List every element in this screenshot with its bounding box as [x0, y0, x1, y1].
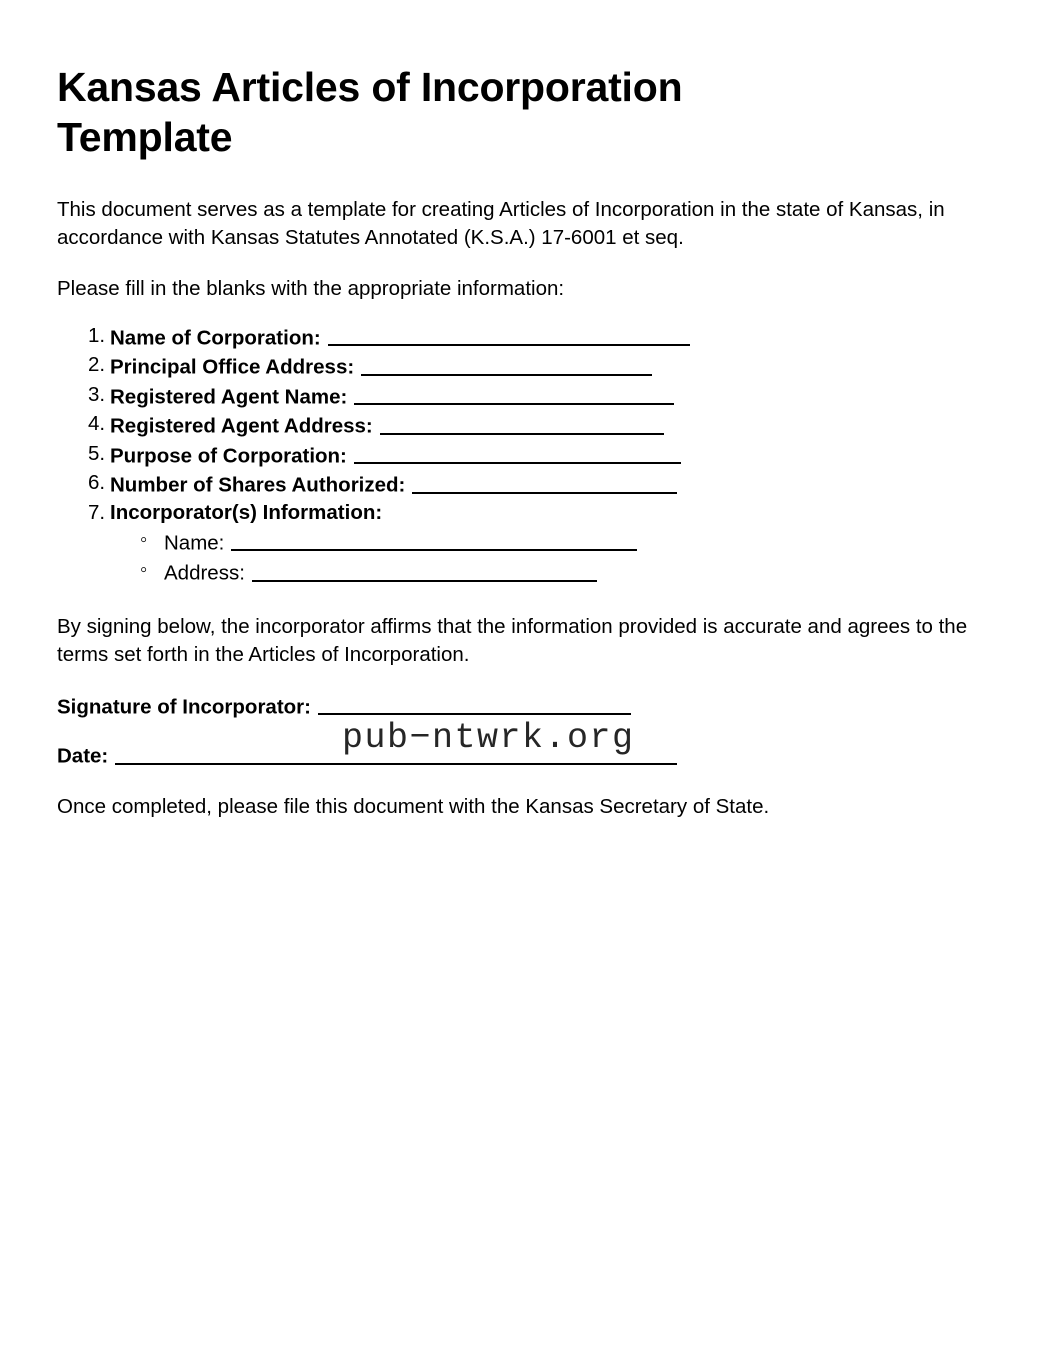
- field-label: Name of Corporation:: [110, 326, 321, 350]
- list-item-registered-agent-address: [57, 411, 977, 438]
- blank-field-purpose-of-corporation[interactable]: [354, 443, 681, 464]
- list-item-name-of-corporation: [57, 323, 977, 350]
- date-row: [57, 718, 977, 768]
- subfield-label: Name:: [164, 531, 225, 555]
- field-label: Number of Shares Authorized:: [110, 473, 406, 497]
- field-label: Registered Agent Address:: [110, 414, 373, 438]
- list-item-incorporator-name: [110, 528, 977, 557]
- signature-of-incorporator-row: [57, 692, 977, 719]
- blank-field-incorporator-address[interactable]: [252, 560, 597, 581]
- subfield-label: Address:: [164, 561, 245, 585]
- blank-field-incorporator-name[interactable]: [231, 530, 637, 551]
- blank-field-signature[interactable]: [318, 694, 631, 715]
- signature-section: [57, 613, 977, 821]
- date-label: Date:: [57, 744, 109, 768]
- affirmation-paragraph: By signing below, the incorporator affirms that the information provided is accurate and agrees to the terms set forth in the Articles of Incorporation.: [57, 615, 968, 667]
- field-label: Purpose of Corporation:: [110, 444, 347, 468]
- signature-label: Signature of Incorporator:: [57, 695, 311, 719]
- watermark-text: pub−ntwrk.org: [342, 718, 635, 759]
- blank-field-principal-office-address[interactable]: [361, 354, 652, 375]
- document-content: [57, 62, 977, 821]
- blank-field-name-of-corporation[interactable]: [328, 325, 690, 346]
- page-title: Kansas Articles of Incorporation Template: [57, 64, 683, 161]
- blank-field-registered-agent-name[interactable]: [354, 384, 674, 405]
- field-label: Incorporator(s) Information:: [110, 500, 383, 524]
- list-item-principal-office-address: [57, 352, 977, 379]
- fields-list: [57, 323, 977, 587]
- list-item-purpose-of-corporation: [57, 441, 977, 468]
- blank-field-number-of-shares-authorized[interactable]: [412, 472, 677, 493]
- closing-paragraph: Once completed, please file this document with the Kansas Secretary of State.: [57, 794, 770, 818]
- blank-field-registered-agent-address[interactable]: [380, 413, 664, 434]
- list-item-incorporator-address: [110, 558, 977, 587]
- intro-paragraph: This document serves as a template for creating Articles of Incorporation in the state of Kansas, in accordance with Kansas Statutes Annotated (K.S.A.) 17-6001 et seq.: [57, 198, 945, 250]
- instruction-text: Please fill in the blanks with the appropriate information:: [57, 276, 565, 300]
- list-item-registered-agent-name: [57, 382, 977, 409]
- field-label: Principal Office Address:: [110, 355, 355, 379]
- incorporator-subfields-list: [110, 528, 977, 587]
- field-label: Registered Agent Name:: [110, 385, 348, 409]
- list-item-incorporator-information: [57, 500, 977, 587]
- list-item-number-of-shares-authorized: [57, 470, 977, 497]
- blank-field-date[interactable]: [115, 743, 677, 764]
